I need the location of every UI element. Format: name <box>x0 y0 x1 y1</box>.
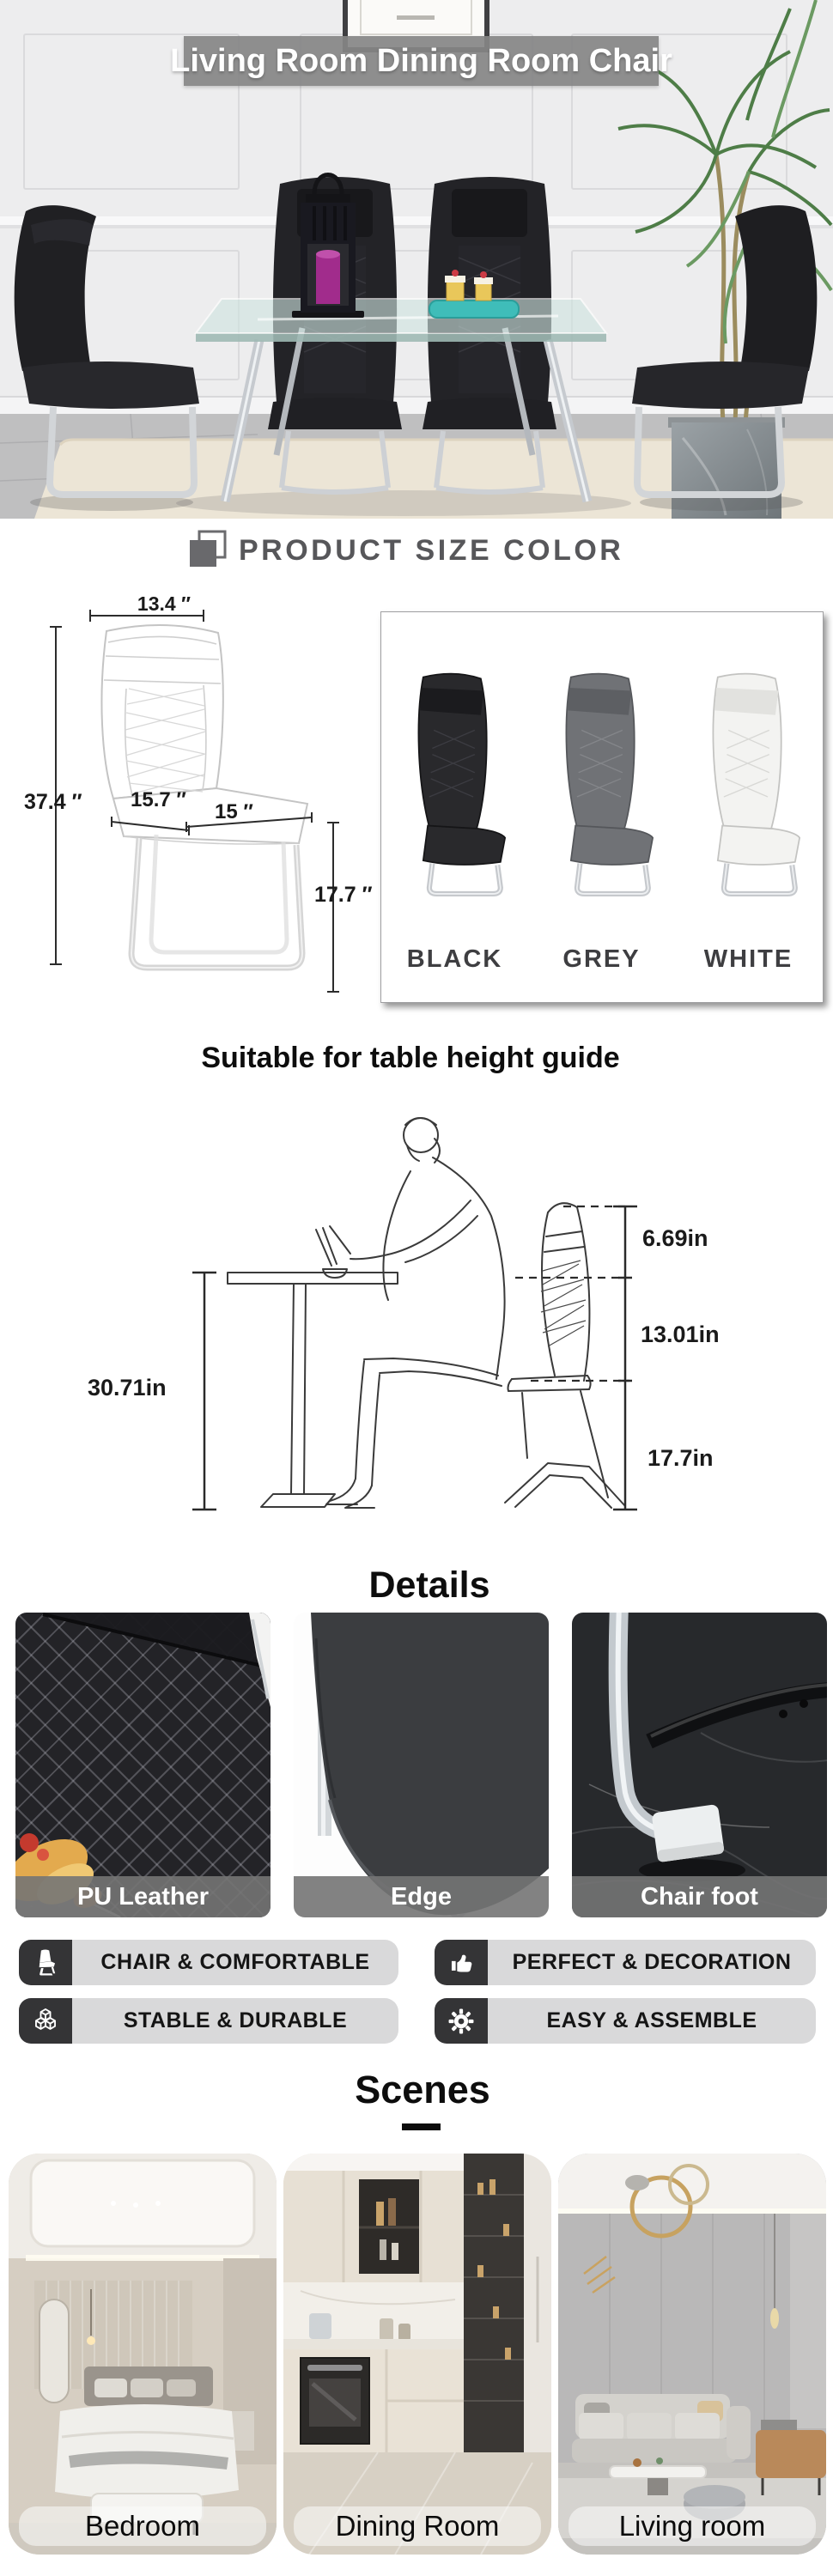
scene-label: Living room <box>618 2510 766 2542</box>
guide-table-height: 30.71in <box>88 1375 167 1400</box>
thumbs-up-icon <box>435 1940 488 1985</box>
swatch-label-black: BLACK <box>406 945 503 973</box>
scene-card-dining-room <box>283 2154 551 2555</box>
swatch-label-white: WHITE <box>703 945 793 973</box>
chair-icon <box>19 1940 72 1985</box>
feature-label: CHAIR & COMFORTABLE <box>72 1940 398 1985</box>
height-guide-heading: Suitable for table height guide <box>201 1042 620 1074</box>
scene-label: Bedroom <box>85 2510 200 2542</box>
hero-banner <box>170 36 672 86</box>
feature-badge-comfortable <box>19 1940 398 1985</box>
dim-total-height: 37.4 ″ <box>24 790 82 814</box>
swatch-label-grey: GREY <box>562 945 641 973</box>
chair-white <box>684 655 813 913</box>
dim-back-width: 13.4 ″ <box>137 592 192 615</box>
guide-back-above-table: 6.69in <box>642 1225 708 1251</box>
detail-card-chair-foot <box>572 1613 827 1917</box>
detail-card-edge <box>294 1613 549 1917</box>
overlap-squares-icon <box>188 530 228 569</box>
gear-icon <box>435 1998 488 2044</box>
scene-card-living-room <box>558 2154 826 2555</box>
color-options-panel <box>380 611 824 1003</box>
size-color-heading: PRODUCT SIZE COLOR <box>239 534 624 567</box>
scenes-heading: Scenes <box>355 2068 490 2111</box>
detail-label-band <box>572 1876 827 1917</box>
feature-badge-durable <box>19 1998 398 2044</box>
scene-card-bedroom <box>9 2154 277 2555</box>
detail-label-band <box>294 1876 549 1917</box>
chair-black <box>390 655 519 913</box>
scene-label-band <box>569 2506 816 2546</box>
chair-foot-photo <box>572 1613 827 1917</box>
detail-label-band <box>15 1876 271 1917</box>
living-room-photo <box>558 2154 826 2555</box>
chair-grey <box>538 655 666 913</box>
edge-photo <box>294 1613 549 1917</box>
plastic-foot-cap <box>651 1804 724 1862</box>
bedroom-photo <box>9 2154 277 2555</box>
dim-seat-width: 15 ″ <box>215 800 253 823</box>
details-heading: Details <box>368 1564 490 1606</box>
scenes-underline <box>402 2123 441 2130</box>
scene-label: Dining Room <box>335 2510 500 2542</box>
hero-photo-section <box>0 0 833 519</box>
detail-card-pu-leather <box>15 1613 271 1917</box>
feature-label: PERFECT & DECORATION <box>488 1940 816 1985</box>
cubes-icon <box>19 1998 72 2044</box>
guide-table-to-seat: 13.01in <box>641 1321 720 1347</box>
feature-badge-assemble <box>435 1998 816 2044</box>
height-guide-diagram <box>69 1116 653 1520</box>
hero-banner-title: Living Room Dining Room Chair <box>170 42 672 79</box>
size-diagram-chair <box>34 592 395 1005</box>
guide-seat-height: 17.7in <box>648 1445 714 1471</box>
scene-label-band <box>294 2506 541 2546</box>
dim-seat-depth: 15.7 ″ <box>131 788 186 811</box>
feature-label: STABLE & DURABLE <box>72 1998 398 2044</box>
dim-seat-height: 17.7 ″ <box>314 883 373 907</box>
scene-label-band <box>19 2506 266 2546</box>
feature-badge-decoration <box>435 1940 816 1985</box>
detail-label: PU Leather <box>76 1882 210 1911</box>
detail-label: Edge <box>391 1882 452 1911</box>
feature-label: EASY & ASSEMBLE <box>488 1998 816 2044</box>
detail-label: Chair foot <box>641 1882 758 1911</box>
dining-room-photo <box>283 2154 551 2555</box>
